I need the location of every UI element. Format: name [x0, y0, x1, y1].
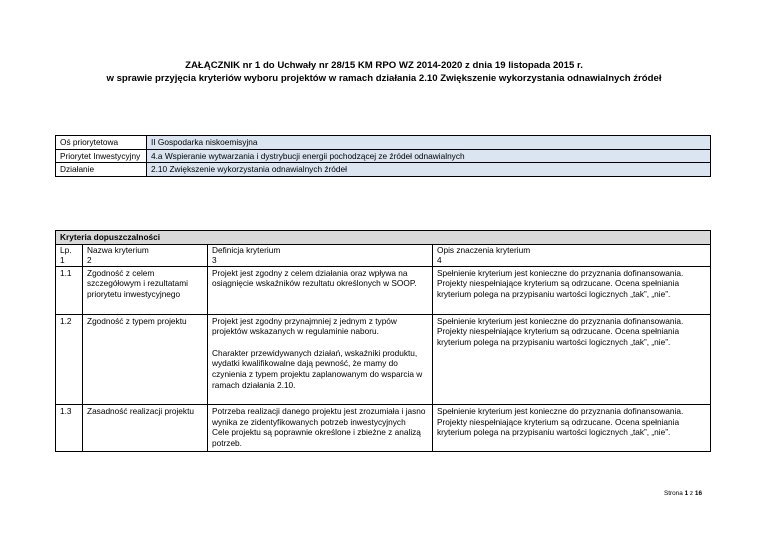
- column-header: Nazwa kryterium: [83, 244, 208, 255]
- criterion-name: Zgodność z celem szczegółowym i rezultatami priorytetu inwestycyjnego: [83, 266, 208, 314]
- criterion-name: Zgodność z typem projektu: [83, 314, 208, 405]
- criterion-significance: Spełnienie kryterium jest konieczne do przyznania dofinansowania. Projekty niespełniające kryterium są odrzucane. Ocena spełniania kryterium polega na przypisaniu wartości logicznych „tak”, „nie”.: [433, 314, 711, 405]
- meta-value: 2.10 Zwiększenie wykorzystania odnawialnych źródeł: [147, 163, 711, 177]
- meta-value: II Gospodarka niskoemisyjna: [147, 136, 711, 150]
- header-line-1: ZAŁĄCZNIK nr 1 do Uchwały nr 28/15 KM RPO WZ 2014-2020 z dnia 19 listopada 2015 r.: [185, 60, 583, 71]
- criteria-table: [55, 230, 711, 452]
- meta-label: Działanie: [56, 163, 147, 177]
- meta-table: [55, 135, 711, 177]
- page-label: Strona: [663, 490, 683, 497]
- definition-paragraph: Projekt jest zgodny przynajmniej z jednym z typów projektów wskazanych w regulaminie naboru.: [212, 315, 397, 337]
- page-total: 16: [694, 490, 702, 497]
- column-number: 2: [83, 255, 208, 266]
- column-number: 4: [433, 255, 711, 266]
- document-header: [0, 59, 768, 85]
- column-header: Definicja kryterium: [208, 244, 433, 255]
- criterion-definition: [208, 314, 433, 405]
- table-row: [56, 314, 711, 405]
- page-footer: [664, 490, 702, 497]
- column-number-row: [56, 255, 711, 266]
- criterion-definition: [208, 266, 433, 314]
- meta-label: Oś priorytetowa: [56, 136, 147, 150]
- definition-paragraph: Projekt jest zgodny z celem działania oraz wpływa na osiągnięcie wskaźników rezultatu określonych w SOOP.: [212, 267, 417, 289]
- header-line-2: w sprawie przyjęcia kryteriów wyboru projektów w ramach działania 2.10 Zwiększenie wykorzystania odnawialnych źródeł: [106, 73, 662, 84]
- meta-row: [56, 136, 711, 150]
- criterion-lp: 1.1: [56, 266, 83, 314]
- page-number: 1: [684, 490, 689, 497]
- criterion-significance: Spełnienie kryterium jest konieczne do przyznania dofinansowania. Projekty niespełniające kryterium są odrzucane. Ocena spełniania kryterium polega na przypisaniu wartości logicznych „tak”, „nie”.: [433, 266, 711, 314]
- meta-row: [56, 149, 711, 163]
- criterion-lp: 1.3: [56, 405, 83, 451]
- page-of: z: [689, 490, 694, 497]
- criterion-name: Zasadność realizacji projektu: [83, 405, 208, 451]
- definition-paragraph: Potrzeba realizacji danego projektu jest zrozumiała i jasno wynika ze zidentyfikowanych potrzeb inwestycyjnych Cele projektu są poprawnie określone i zbieżne z analizą potrzeb.: [212, 406, 426, 448]
- definition-paragraph: Charakter przewidywanych działań, wskaźniki produktu, wydatki kwalifikowalne dają pewność, że mamy do czynienia z typem projektu zaplanowanym do wsparcia w ramach działania 2.10.: [212, 347, 423, 390]
- column-header-row: [56, 244, 711, 255]
- criterion-lp: 1.2: [56, 314, 83, 405]
- criteria-title-row: [56, 231, 711, 245]
- meta-label: Priorytet Inwestycyjny: [56, 149, 147, 163]
- criterion-significance: Spełnienie kryterium jest konieczne do przyznania dofinansowania. Projekty niespełniające kryterium są odrzucane. Ocena spełniania kryterium polega na przypisaniu wartości logicznych „tak”, „nie”.: [433, 405, 711, 451]
- meta-row: [56, 163, 711, 177]
- column-number: 3: [208, 255, 433, 266]
- table-row: [56, 405, 711, 451]
- meta-value: 4.a Wspieranie wytwarzania i dystrybucji energii pochodzącej ze źródeł odnawialnych: [147, 149, 711, 163]
- column-number: 1: [56, 255, 83, 266]
- criterion-definition: [208, 405, 433, 451]
- criteria-title: Kryteria dopuszczalności: [56, 231, 711, 245]
- column-header: Opis znaczenia kryterium: [433, 244, 711, 255]
- column-header: Lp.: [56, 244, 83, 255]
- table-row: [56, 266, 711, 314]
